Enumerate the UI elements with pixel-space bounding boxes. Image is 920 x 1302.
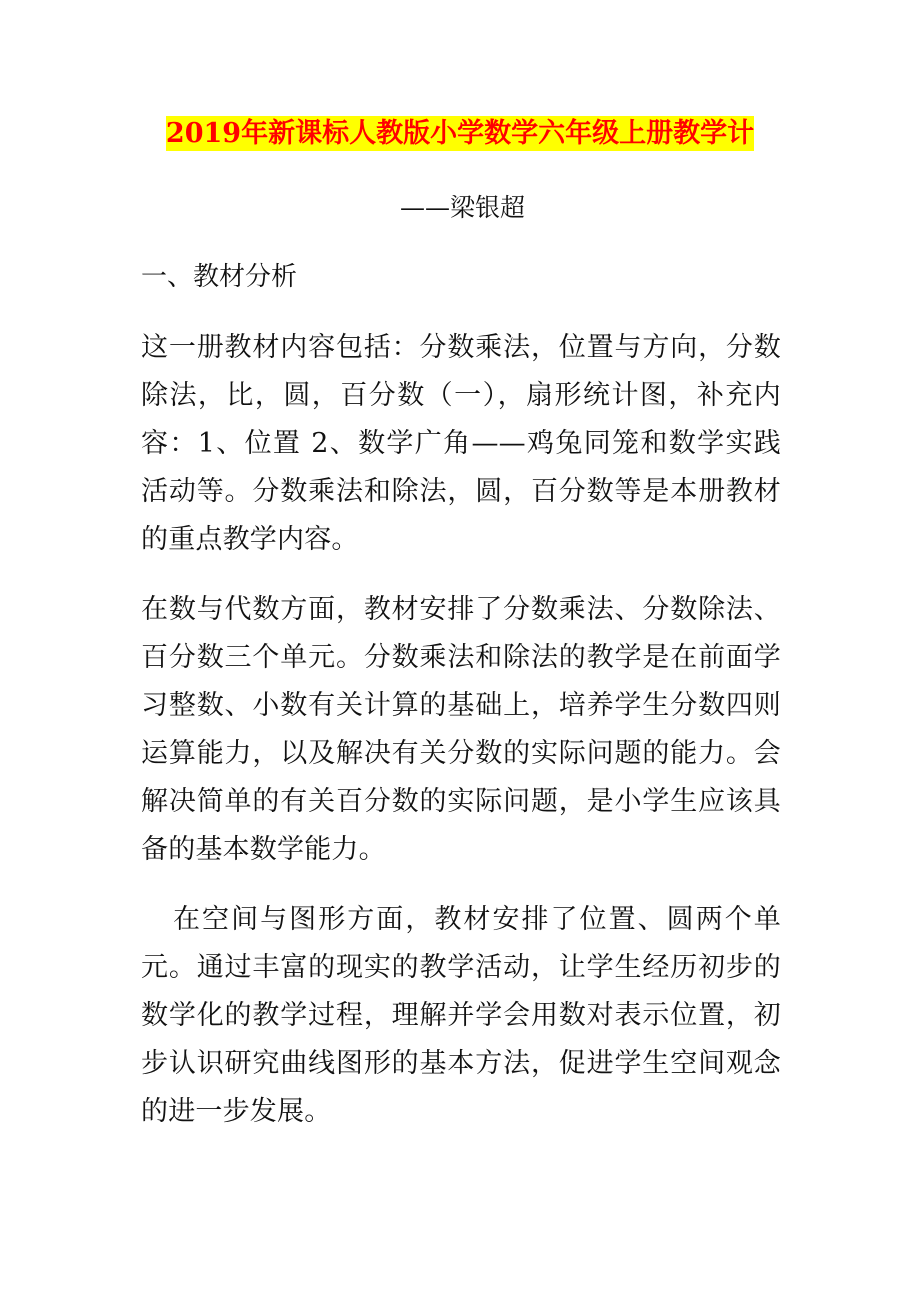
document-title [0,114,920,154]
paragraph-number-algebra: 在数与代数方面，教材安排了分数乘法、分数除法、百分数三个单元。分数乘法和除法的教学是在前面学习整数、小数有关计算的基础上，培养学生分数四则运算能力，以及解决有关分数的实际问题的能力。会解决简单的有关百分数的实际问题，是小学生应该具备的基本数学能力。 [141,594,781,865]
paragraph-space-geometry: 在空间与图形方面，教材安排了位置、圆两个单元。通过丰富的现实的教学活动，让学生经历初步的数学化的教学过程，理解并学会用数对表示位置，初步认识研究曲线图形的基本方法，促进学生空间观念的进一步发展。 [141,904,781,1127]
author-line: ——梁银超 [400,193,526,222]
section-heading: 一、教材分析 [141,262,298,292]
paragraph-content-scope: 这一册教材内容包括：分数乘法，位置与方向，分数除法，比，圆，百分数（一），扇形统计图，补充内容：1、位置 2、数学广角——鸡兔同笼和数学实践活动等。分数乘法和除法，圆，百分数等是本册教材的重点教学内容。 [141,332,781,555]
document-title-text: 2019年新课标人教版小学数学六年级上册教学计 [165,118,755,149]
